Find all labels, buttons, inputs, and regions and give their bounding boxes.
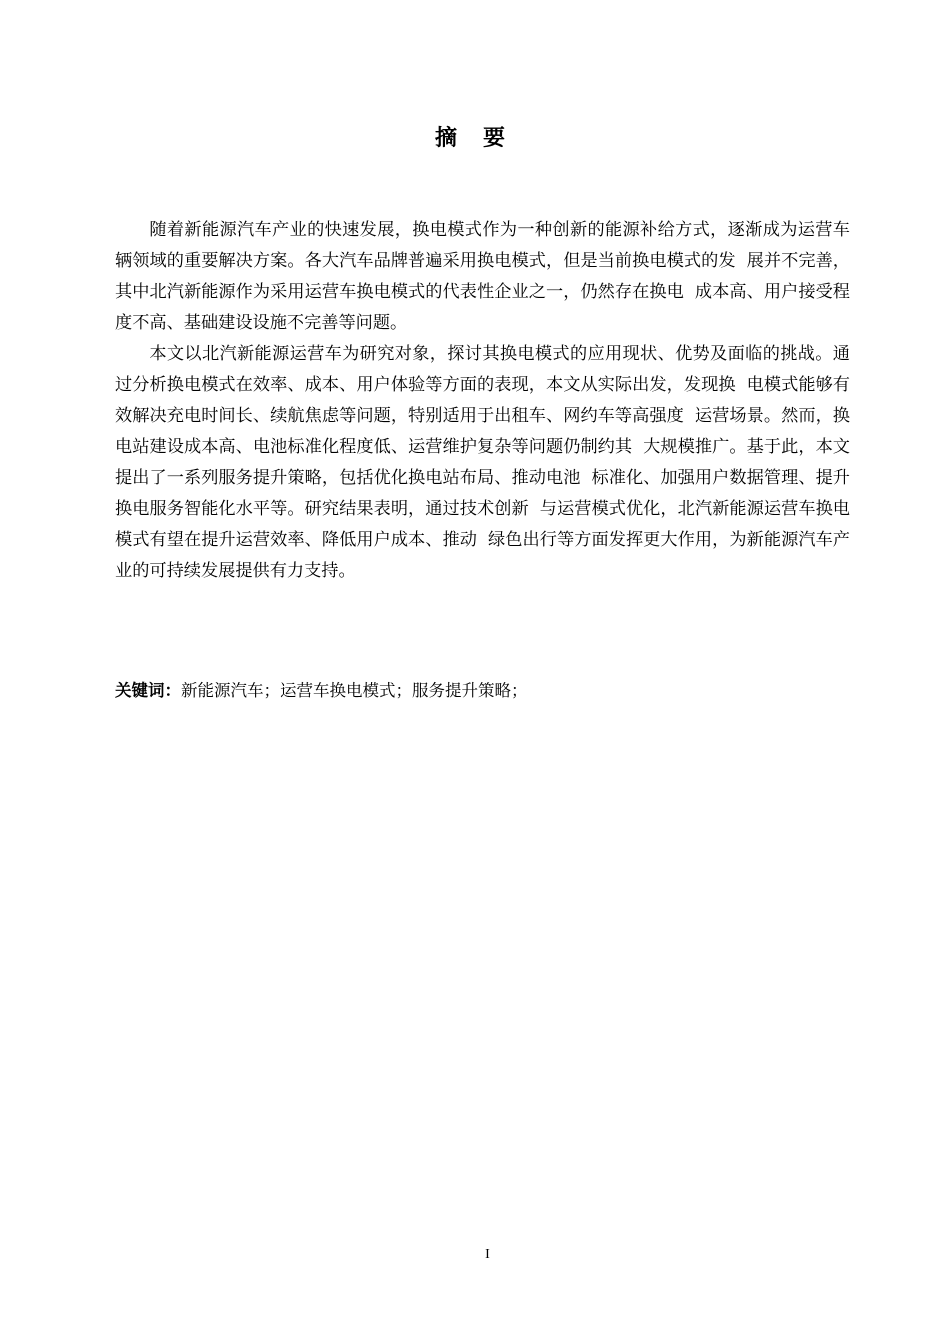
page-number: I [485, 1247, 490, 1262]
abstract-body [115, 215, 850, 587]
keywords-line [115, 676, 850, 706]
abstract-paragraph-2: 本文以北汽新能源运营车为研究对象，探讨其换电模式的应用现状、优势及面临的挑战。通过分析换电模式在效率、成本、用户体验等方面的表现，本文从实际出发，发现换 电模式能够有效解决充电时间长、续航焦虑等问题，特别适用于出租车、网约车等高强度 运营场景。然而，换电站建设成本高、电池标准化程度低、运营维护复杂等问题仍制约其 大规模推广。基于此，本文提出了一系列服务提升策略，包括优化换电站布局、推动电池 标准化、加强用户数据管理、提升换电服务智能化水平等。研究结果表明，通过技术创新 与运营模式优化，北汽新能源运营车换电模式有望在提升运营效率、降低用户成本、推动 绿色出行等方面发挥更大作用，为新能源汽车产业的可持续发展提供有力支持。 [115, 344, 850, 581]
abstract-paragraph-1: 随着新能源汽车产业的快速发展，换电模式作为一种创新的能源补给方式，逐渐成为运营车辆领域的重要解决方案。各大汽车品牌普遍采用换电模式，但是当前换电模式的发 展并不完善，其中北汽新能源作为采用运营车换电模式的代表性企业之一，仍然存在换电 成本高、用户接受程度不高、基础建设设施不完善等问题。 [115, 220, 850, 333]
keywords-label: 关键词： [115, 681, 181, 700]
keywords-text: 新能源汽车；运营车换电模式；服务提升策略； [181, 681, 528, 700]
page-title: 摘要 [434, 126, 531, 151]
